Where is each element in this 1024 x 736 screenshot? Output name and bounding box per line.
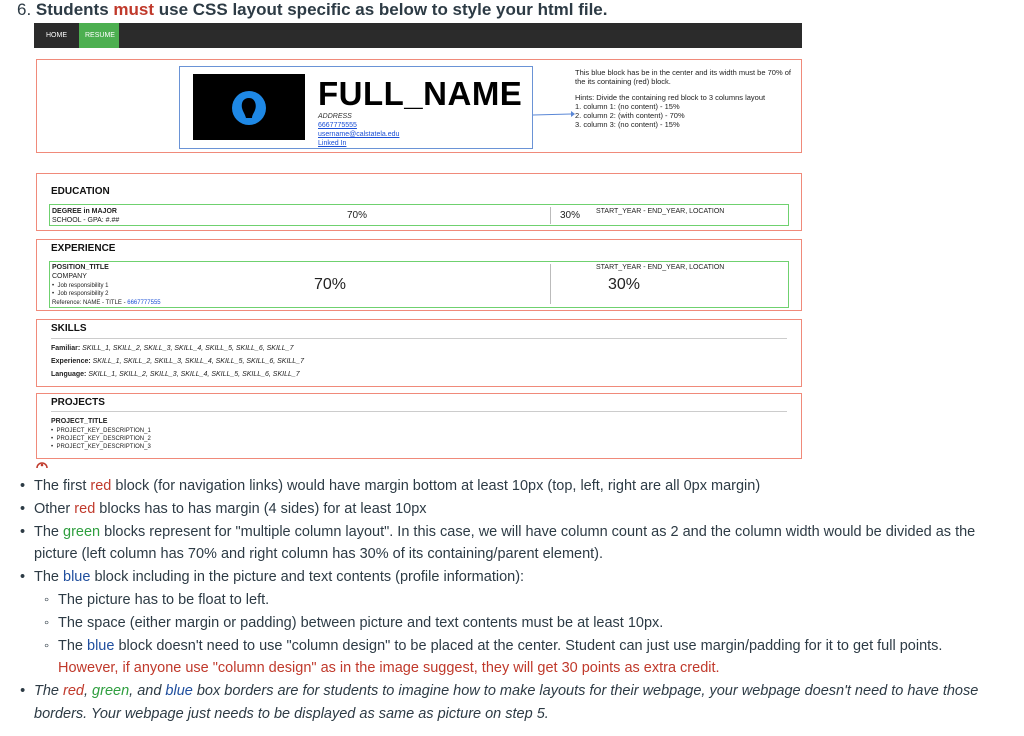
full-name: FULL_NAME: [318, 75, 523, 112]
education-title: EDUCATION: [51, 186, 110, 197]
project-desc-3: • PROJECT_KEY_DESCRIPTION_3: [51, 444, 151, 450]
reference: Reference: NAME - TITLE - 6667777555: [52, 300, 161, 306]
layout-mockup-image: [34, 23, 802, 463]
degree: DEGREE in MAJOR: [52, 208, 117, 215]
skills-title: SKILLS: [51, 323, 87, 334]
exp-pct-left: 70%: [314, 276, 347, 293]
school-gpa: SCHOOL - GPA: #.##: [52, 217, 120, 224]
profile-red-block: [36, 59, 802, 153]
mock-nav-resume: RESUME: [79, 23, 119, 48]
projects-title: PROJECTS: [51, 397, 105, 408]
experience-red-block: [36, 239, 802, 311]
column-divider: [550, 207, 551, 224]
linkedin-link: Linked In: [318, 140, 347, 147]
step-heading: [17, 0, 607, 20]
arrow-icon: [533, 105, 575, 117]
skills-language: Language: SKILL_1, SKILL_2, SKILL_3, SKILL_4, SKILL_5, SKILL_6, SKILL_7: [51, 371, 300, 378]
step-number: 6.: [17, 0, 32, 19]
heading-pre: Students: [35, 0, 109, 19]
sub-requirement-item: ◦ The space (either margin or padding) between picture and text contents must be at least 10px.: [58, 612, 1020, 635]
requirements-list: [20, 475, 1020, 726]
requirement-item: • The green blocks represent for "multiple column layout". In this case, we will have column count as 2 and the column width would be divided as the picture (left column has 70% and right column has 30% of its containing/parent element).: [34, 521, 1020, 567]
email-link: username@calstatela.edu: [318, 131, 400, 138]
experience-green-block: [49, 261, 789, 308]
skills-experience: Experience: SKILL_1, SKILL_2, SKILL_3, SKILL_4, SKILL_5, SKILL_6, SKILL_7: [51, 358, 304, 365]
project-title: PROJECT_TITLE: [51, 418, 108, 425]
note-hints: Hints: Divide the containing red block to 3 columns layout: [575, 93, 766, 102]
note-col1: 1. column 1: (no content) - 15%: [575, 102, 680, 111]
project-desc-2: • PROJECT_KEY_DESCRIPTION_2: [51, 436, 151, 442]
requirement-item: • The first red block (for navigation links) would have margin bottom at least 10px (top, left, right are all 0px margin): [34, 475, 1020, 498]
note-line1: This blue block has be in the center and its width must be 70% of the its containing (red) block.: [575, 68, 791, 86]
requirement-item: • The blue block including in the picture and text contents (profile information): ◦ The picture has to be float to left. ◦ The space (either margin or padding) between picture and text contents must be at least 10px. ◦ The blue block doesn't need to use "column design" to be placed at the center. Student can just use margin/padding for it to get full points. However, if anyone use "column design" as in the image suggest, they will get 30 points as extra credit.: [34, 566, 1020, 680]
edu-pct-left: 70%: [347, 210, 368, 221]
edu-pct-right: 30%: [560, 210, 581, 221]
exp-pct-right: 30%: [608, 276, 641, 293]
company: COMPANY: [52, 273, 87, 280]
edu-date: START_YEAR - END_YEAR, LOCATION: [596, 208, 725, 215]
mock-nav-bar: [34, 23, 802, 48]
note-col2: 2. column 2: (with content) - 70%: [575, 111, 685, 120]
note-col3: 3. column 3: (no content) - 15%: [575, 120, 680, 129]
divider: [51, 338, 787, 339]
responsibility-2: • Job responsibility 2: [52, 291, 109, 297]
heading-post: use CSS layout specific as below to style your html file.: [158, 0, 608, 19]
project-desc-1: • PROJECT_KEY_DESCRIPTION_1: [51, 428, 151, 434]
divider: [51, 411, 787, 412]
education-red-block: [36, 173, 802, 231]
center-hint-note: [575, 68, 795, 129]
requirement-item: • The red, green, and blue box borders are for students to imagine how to make layouts for their webpage, your webpage doesn't need to have those borders. Your webpage just needs to be displayed as same as picture on step 5.: [34, 680, 1020, 726]
experience-title: EXPERIENCE: [51, 243, 116, 254]
skills-red-block: [36, 319, 802, 387]
education-green-block: [49, 204, 789, 226]
profile-photo: [193, 74, 305, 140]
position-title: POSITION_TITLE: [52, 264, 109, 271]
requirement-item: • Other red blocks has to has margin (4 sides) for at least 10px: [34, 498, 1020, 521]
sub-requirement-item: ◦ The blue block doesn't need to use "column design" to be placed at the center. Student can just use margin/padding for it to get full points. However, if anyone use "column design" as in the image suggest, they will get 30 points as extra credit.: [58, 635, 1020, 681]
mock-nav-home: HOME: [46, 32, 67, 39]
person-head-icon: [231, 90, 267, 126]
projects-red-block: [36, 393, 802, 459]
profile-blue-block: [179, 66, 533, 149]
exp-date: START_YEAR - END_YEAR, LOCATION: [596, 264, 725, 271]
heading-must: must: [113, 0, 155, 19]
skills-familiar: Familiar: SKILL_1, SKILL_2, SKILL_3, SKILL_4, SKILL_5, SKILL_6, SKILL_7: [51, 345, 294, 352]
address: ADDRESS: [318, 113, 352, 120]
sub-requirement-item: ◦ The picture has to be float to left.: [58, 589, 1020, 612]
refresh-icon: [34, 458, 50, 470]
responsibility-1: • Job responsibility 1: [52, 283, 109, 289]
column-divider: [550, 264, 551, 304]
phone-link: 6667775555: [318, 122, 357, 129]
